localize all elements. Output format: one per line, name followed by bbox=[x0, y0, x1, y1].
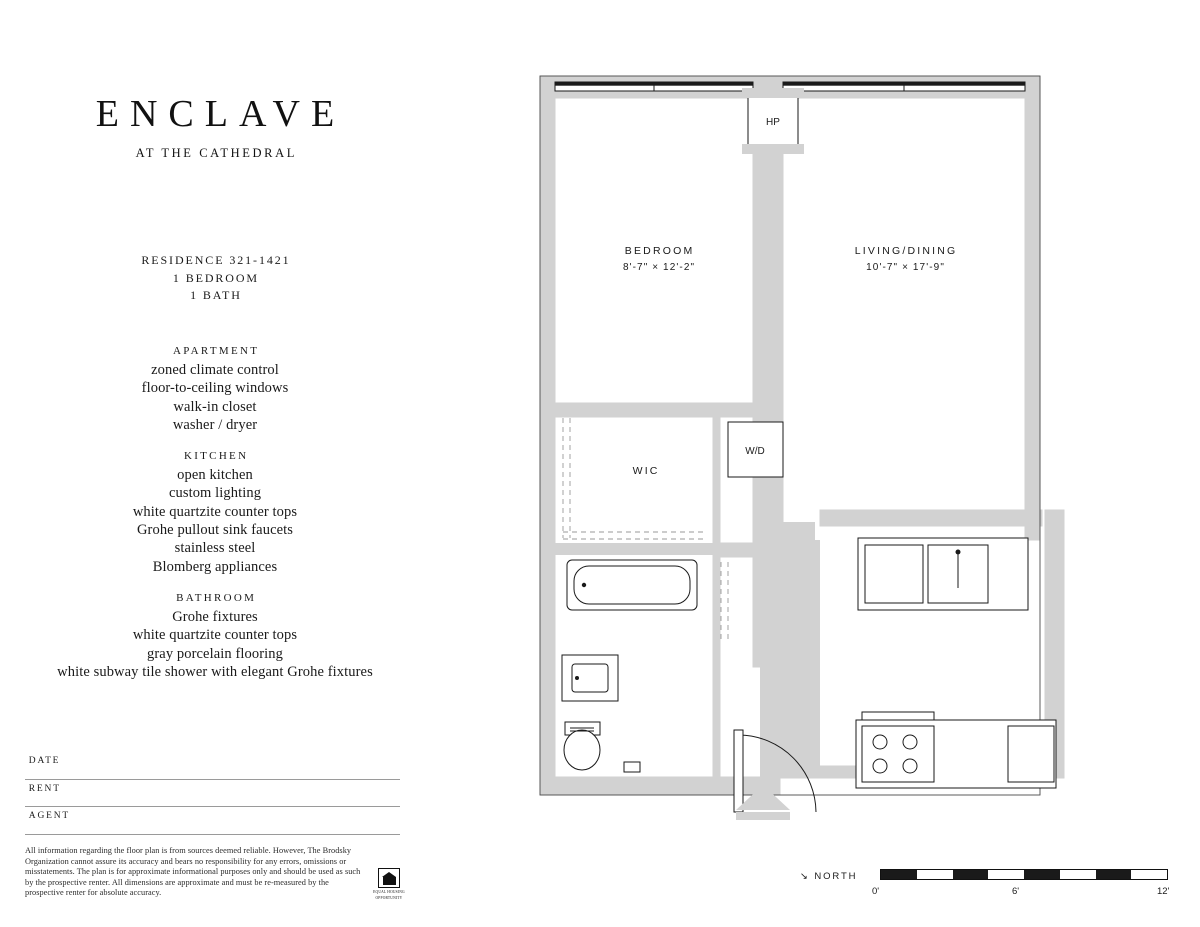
field-label: DATE bbox=[28, 756, 61, 766]
scale-tick-0: 0' bbox=[872, 886, 880, 897]
feature-item: custom lighting bbox=[168, 485, 262, 502]
residence-number: RESIDENCE 321-1421 bbox=[141, 253, 291, 267]
feature-item: Blomberg appliances bbox=[152, 558, 278, 575]
compass-label: NORTH bbox=[814, 871, 858, 882]
field-rent[interactable] bbox=[25, 780, 400, 808]
bathroom-vanity bbox=[562, 655, 618, 701]
scale-tick-1: 6' bbox=[1012, 886, 1020, 897]
house-icon bbox=[378, 868, 400, 888]
feature-group-apartment bbox=[15, 345, 415, 434]
eho-label-1: EQUAL HOUSING bbox=[373, 890, 405, 894]
disclaimer-text: All information regarding the floor plan is from sources deemed reliable. However, The Brodsky Organization cannot assure its accuracy and bears no responsibility for any errors, omissions or misstatements. The plan is for approximate informational purposes only and should be used as such by the prospective renter. All dimensions are approximate and must be re-measured by the prospective renter for absolute accuracy. bbox=[25, 846, 361, 898]
scale-tick-2: 12' bbox=[1157, 886, 1170, 897]
feature-item: open kitchen bbox=[177, 467, 253, 484]
feature-item: zoned climate control bbox=[151, 362, 279, 378]
equal-housing-opportunity-icon bbox=[372, 868, 406, 901]
feature-item: white subway tile shower with elegant Grohe fixtures bbox=[57, 663, 373, 680]
field-date[interactable] bbox=[25, 752, 400, 780]
feature-heading: KITCHEN bbox=[183, 450, 249, 463]
scale-tick-labels bbox=[860, 886, 1190, 900]
feature-item: washer / dryer bbox=[172, 416, 258, 433]
residence-bedrooms: 1 BEDROOM bbox=[172, 270, 259, 285]
compass-arrow-icon: ↘ bbox=[799, 871, 810, 882]
north-indicator bbox=[798, 871, 857, 882]
scale-segment bbox=[881, 870, 917, 879]
eho-label-2: OPPORTUNITY bbox=[375, 896, 403, 901]
bathtub bbox=[567, 560, 697, 610]
room-label-wic: WIC bbox=[632, 465, 660, 477]
room-label-bedroom: BEDROOM 8'-7" × 12'-2" bbox=[622, 245, 696, 273]
scale-segment bbox=[917, 870, 953, 879]
toilet bbox=[564, 722, 600, 770]
feature-heading: APARTMENT bbox=[173, 345, 260, 357]
feature-item: stainless steel bbox=[174, 540, 256, 557]
field-label: RENT bbox=[28, 783, 61, 794]
info-panel bbox=[0, 0, 430, 927]
scale-segment bbox=[1024, 870, 1060, 879]
brand-logo bbox=[25, 95, 405, 161]
room-label-living-dining: LIVING/DINING 10'-7" × 17'-9" bbox=[854, 245, 958, 273]
wd-label: W/D bbox=[745, 446, 765, 457]
form-fields bbox=[25, 752, 400, 835]
kitchen-range bbox=[856, 712, 1056, 788]
residence-baths: 1 BATH bbox=[190, 288, 242, 302]
residence-info bbox=[25, 252, 405, 305]
feature-item: Grohe fixtures bbox=[172, 608, 258, 625]
kitchen-counter-upper bbox=[858, 538, 1028, 610]
scale-segment bbox=[988, 870, 1024, 879]
bathroom-fixture-box bbox=[624, 762, 640, 772]
scale-segment bbox=[1060, 870, 1096, 879]
feature-item: white quartzite counter tops bbox=[132, 627, 298, 644]
floor-plan bbox=[500, 40, 1180, 900]
feature-heading: BATHROOM bbox=[176, 591, 257, 604]
feature-list bbox=[15, 345, 415, 697]
feature-item: floor-to-ceiling windows bbox=[141, 380, 289, 397]
brand-subtitle: AT THE CATHEDRAL bbox=[135, 146, 297, 160]
scale-segment bbox=[953, 870, 989, 879]
hp-label: HP bbox=[766, 117, 780, 128]
feature-item: Grohe pullout sink faucets bbox=[136, 522, 294, 539]
scale-segment bbox=[1096, 870, 1132, 879]
field-label: AGENT bbox=[28, 811, 70, 821]
scale-bar bbox=[880, 869, 1168, 880]
feature-item: gray porcelain flooring bbox=[147, 645, 283, 662]
feature-item: walk-in closet bbox=[173, 398, 257, 415]
scale-segment bbox=[1131, 870, 1167, 879]
field-agent[interactable] bbox=[25, 807, 400, 835]
brand-name: ENCLAVE bbox=[95, 93, 346, 135]
feature-item: white quartzite counter tops bbox=[132, 503, 298, 520]
feature-group-bathroom bbox=[15, 592, 415, 681]
feature-group-kitchen bbox=[15, 450, 415, 576]
